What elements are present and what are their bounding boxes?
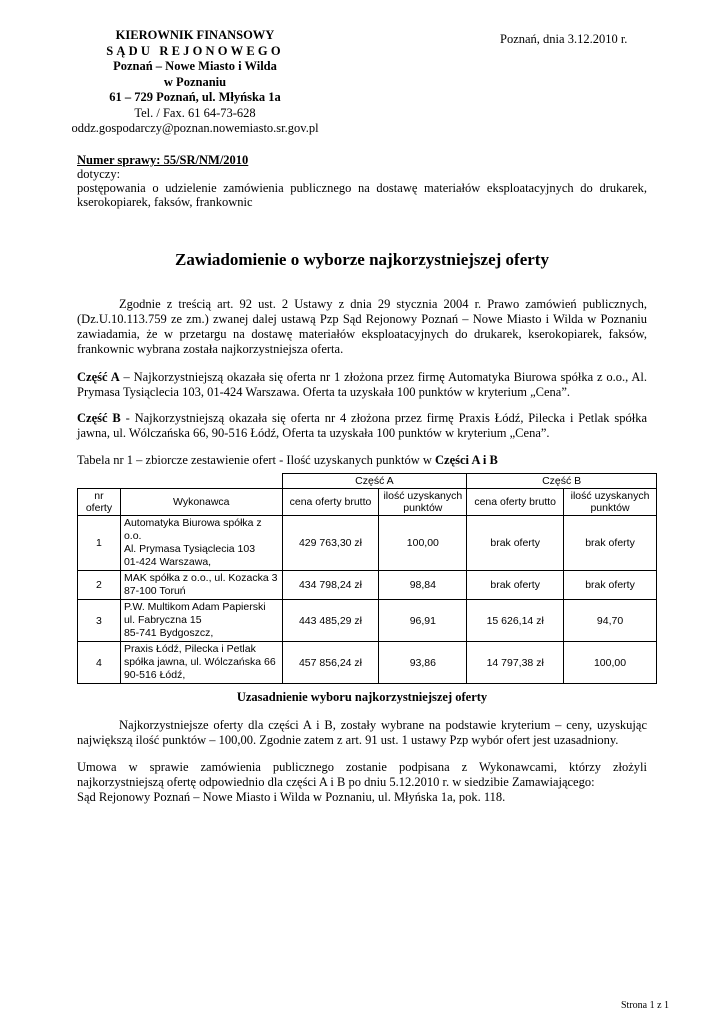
points-a: 100,00 xyxy=(379,516,467,571)
justification-text: Najkorzystniejsze oferty dla części A i B, zostały wybrane na podstawie kryterium – ceny, uzyskując największą ilość punktów – 100,00. Zgodnie zatem z art. 91 ust. 1 ustawy Pzp wybór ofert jest uzasadniony. xyxy=(77,718,647,747)
intro-paragraph: Zgodnie z treścią art. 92 ust. 2 Ustawy z dnia 29 stycznia 2004 r. Prawo zamówień publicznych, (Dz.U.10.113.759 ze zm.) zwanej dalej ustawą Pzp Sąd Rejonowy Poznań – Nowe Miasto i Wilda w Poznaniu zawiadamia, że w przetargu na dostawę materiałów eksploatacyjnych do drukarek, kserokopiarek, faksów, frankownic wybrana została najkorzystniejsza oferta. xyxy=(77,297,647,356)
table-header-row xyxy=(78,489,657,516)
court-address: 61 – 729 Poznań, ul. Młyńska 1a xyxy=(109,90,281,104)
col-header-nr: nr oferty xyxy=(78,489,121,516)
part-b-text: - Najkorzystniejszą okazała się oferta nr 4 złożona przez firmę Praxis Łódź, Pilecka i Petlak spółka jawna, ul. Wólczańska 66, 90-516 Łódź, Oferta ta uzyskała 100 punktów w kryterium „Cena”. xyxy=(77,411,647,440)
offer-number: 1 xyxy=(78,516,121,571)
part-a-text: – Najkorzystniejszą okazała się oferta nr 1 złożona przez firmę Automatyka Biurowa spółka z o.o., Al. Prymasa Tysiąclecia 103, 01-424 Warszawa. Oferta ta uzyskała 100 punktów w kryterium „Cena”. xyxy=(77,370,647,399)
contractor-cell xyxy=(120,516,282,571)
contractor-line: 85-741 Bydgoszcz, xyxy=(123,627,214,639)
col-header-points-b: ilość uzyskanych punktów xyxy=(564,489,657,516)
price-a: 443 485,29 zł xyxy=(282,600,379,642)
table-caption-bold: Części A i B xyxy=(435,453,498,467)
letterhead xyxy=(70,28,320,137)
contract-text: Umowa w sprawie zamówienia publicznego zostanie podpisana z Wykonawcami, którzy złożyli najkorzystniejszą ofertę odpowiednio dla części A i B po dniu 5.12.2010 r. w siedzibie Zamawiającego: xyxy=(77,760,647,789)
price-b: 15 626,14 zł xyxy=(467,600,564,642)
contractor-line: 90-516 Łódź, xyxy=(123,669,186,681)
contract-location: Sąd Rejonowy Poznań – Nowe Miasto i Wilda w Poznaniu, ul. Młyńska 1a, pok. 118. xyxy=(77,790,506,804)
court-name: SĄDU REJONOWEGO xyxy=(106,43,284,58)
price-b: brak oferty xyxy=(467,516,564,571)
points-b: brak oferty xyxy=(564,571,657,600)
table-caption-text: Tabela nr 1 – zbiorcze zestawienie ofert - Ilość uzyskanych punktów w xyxy=(77,453,436,467)
col-header-price-a: cena oferty brutto xyxy=(282,489,379,516)
page-title: Zawiadomienie o wyborze najkorzystniejszej oferty xyxy=(175,250,549,269)
phone-fax: Tel. / Fax. 61 64-73-628 xyxy=(134,105,256,120)
price-a: 434 798,24 zł xyxy=(282,571,379,600)
price-b: brak oferty xyxy=(467,571,564,600)
regarding-label: dotyczy: xyxy=(77,167,121,181)
contract-paragraph xyxy=(77,760,647,805)
part-b-paragraph xyxy=(77,411,647,441)
points-b: 94,70 xyxy=(564,600,657,642)
offers-table xyxy=(77,473,657,684)
case-number: Numer sprawy: 55/SR/NM/2010 xyxy=(77,153,249,167)
court-district: Poznań – Nowe Miasto i Wilda xyxy=(113,59,277,73)
price-b: 14 797,38 zł xyxy=(467,642,564,684)
col-header-wykonawca: Wykonawca xyxy=(120,489,282,516)
points-a: 96,91 xyxy=(379,600,467,642)
contractor-line: 87-100 Toruń xyxy=(123,585,186,597)
offer-number: 2 xyxy=(78,571,121,600)
table-row xyxy=(78,516,657,571)
table-row xyxy=(78,571,657,600)
table-row xyxy=(78,642,657,684)
email-address: oddz.gospodarczy@poznan.nowemiasto.sr.gov.pl xyxy=(71,121,319,135)
contractor-line: ul. Fabryczna 15 xyxy=(123,614,202,626)
case-info xyxy=(77,153,647,209)
offer-number: 4 xyxy=(78,642,121,684)
case-subject: postępowania o udzielenie zamówienia publicznego na dostawę materiałów eksploatacyjnych do drukarek, kserokopiarek, faksów, frankownic xyxy=(77,181,647,209)
contractor-line: Praxis Łódź, Pilecka i Petlak xyxy=(123,643,256,655)
document-date: Poznań, dnia 3.12.2010 r. xyxy=(500,32,628,46)
court-city: w Poznaniu xyxy=(163,74,227,89)
justification-heading: Uzasadnienie wyboru najkorzystniejszej oferty xyxy=(236,690,488,704)
points-a: 93,86 xyxy=(379,642,467,684)
group-header-part-a: Część A xyxy=(282,474,467,489)
office-title: KIEROWNIK FINANSOWY xyxy=(115,28,275,42)
contractor-line: P.W. Multikom Adam Papierski xyxy=(123,601,266,613)
page-number: Strona 1 z 1 xyxy=(621,1000,670,1011)
contractor-line: Automatyka Biurowa spółka z o.o. xyxy=(123,517,262,542)
contractor-line: MAK spółka z o.o., ul. Kozacka 3 xyxy=(123,572,278,584)
contractor-cell xyxy=(120,600,282,642)
col-header-points-a: ilość uzyskanych punktów xyxy=(379,489,467,516)
price-a: 457 856,24 zł xyxy=(282,642,379,684)
offer-number: 3 xyxy=(78,600,121,642)
contractor-line: spółka jawna, ul. Wólczańska 66 xyxy=(123,656,276,668)
group-header-part-b: Część B xyxy=(467,474,657,489)
points-b: brak oferty xyxy=(564,516,657,571)
contractor-cell xyxy=(120,642,282,684)
part-a-paragraph xyxy=(77,370,647,400)
points-b: 100,00 xyxy=(564,642,657,684)
table-row xyxy=(78,600,657,642)
contractor-line: Al. Prymasa Tysiąclecia 103 xyxy=(123,543,256,555)
contractor-line: 01-424 Warszawa, xyxy=(123,556,212,568)
price-a: 429 763,30 zł xyxy=(282,516,379,571)
points-a: 98,84 xyxy=(379,571,467,600)
contractor-cell xyxy=(120,571,282,600)
table-group-header-row xyxy=(78,474,657,489)
table-caption xyxy=(77,453,647,468)
col-header-price-b: cena oferty brutto xyxy=(467,489,564,516)
part-b-label: Część B xyxy=(77,411,121,425)
part-a-label: Część A xyxy=(77,370,120,384)
